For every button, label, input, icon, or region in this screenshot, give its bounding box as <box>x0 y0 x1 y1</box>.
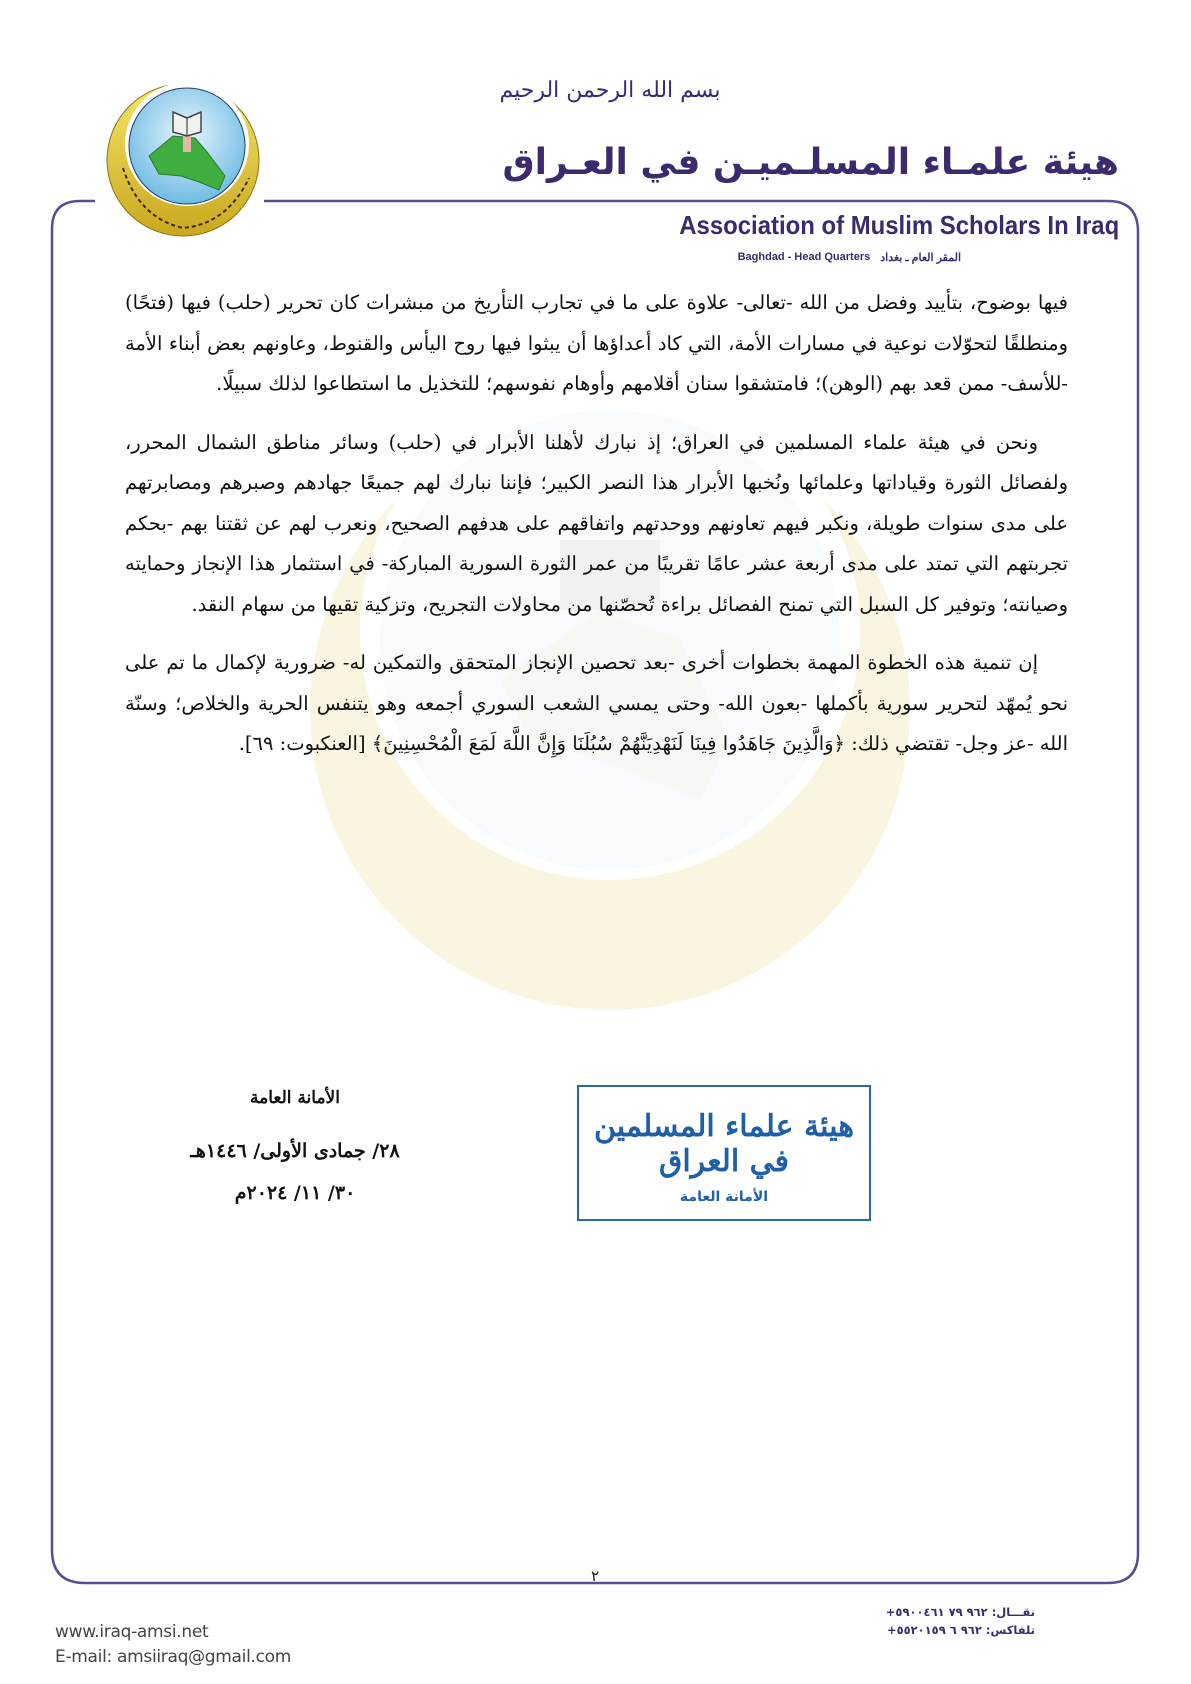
paragraph-1: فيها بوضوح، بتأييد وفضل من الله -تعالى- علاوة على ما في تجارب التأريخ من مبشرات كان تحرير (حلب) فيها (فتحًا) ومنطلقًا لتحوّلات نوعية في مسارات الأمة، التي كاد أعداؤها أن يبثوا فيها روح اليأس والقنوط، وعاونهم بعض أبناء الأمة -للأسف- ممن قعد بهم (الوهن)؛ فامتشقوا سنان أقلامهم وأوهام نفوسهم؛ للتخذيل ما استطاعوا لذلك سبيلًا. <box>125 291 1068 395</box>
fax-number: +٩٦٢ ٦ ٥٥٢٠١٥٩ <box>886 1623 982 1637</box>
website-link[interactable]: www.iraq-amsi.net <box>55 1622 209 1642</box>
hijri-date: ٢٨/ جمادى الأولى/ ١٤٤٦هـ <box>190 1140 400 1162</box>
mobile-row <box>886 1603 1035 1621</box>
letter-body <box>125 283 1068 783</box>
footer-contact-phone <box>886 1603 1035 1639</box>
fax-label: تلفاكس: <box>985 1623 1035 1637</box>
basmala: بسم الله الرحمن الرحيم <box>499 78 721 103</box>
org-name-arabic: هيئة علمـاء المسلـميـن في العـراق <box>502 142 1119 183</box>
hq-english: Baghdad - Head Quarters <box>737 251 871 263</box>
mobile-number: +٩٦٢ ٧٩ ٥٩٠٠٤٦١ <box>885 1605 988 1619</box>
hq-arabic: المقر العام ـ بغداد <box>880 252 961 264</box>
official-stamp <box>577 1085 871 1221</box>
paragraph-3: إن تنمية هذه الخطوة المهمة بخطوات أخرى -بعد تحصين الإنجاز المتحقق والتمكين له- ضرورية لإكمال ما تم على نحو يُمهّد لتحرير سورية بأكملها -بعون الله- وحتى يمسي الشعب السوري أجمعه وهو يتنفس الحرية والخلاص؛ وسنّة الله -عز وجل- تقتضي ذلك: ﴿وَالَّذِينَ جَاهَدُوا فِينَا لَنَهْدِيَنَّهُمْ سُبُلَنَا وَإِنَّ اللَّهَ لَمَعَ الْمُحْسِنِينَ﴾ [العنكبوت: ٦٩]. <box>125 651 1068 755</box>
org-logo <box>103 78 263 238</box>
signature-title: الأمانة العامة <box>250 1088 340 1108</box>
stamp-subtitle: الأمانة العامة <box>679 1189 769 1205</box>
gregorian-date: ٣٠/ ١١/ ٢٠٢٤م <box>234 1182 356 1204</box>
fax-row <box>886 1621 1035 1639</box>
stamp-calligraphy: هيئة علماء المسلمين في العراق <box>593 1109 855 1179</box>
paragraph-2: ونحن في هيئة علماء المسلمين في العراق؛ إذ نبارك لأهلنا الأبرار في (حلب) وسائر مناطق الشمال المحرر، ولفصائل الثورة وقياداتها وعلمائها ونُخبها الأبرار هذا النصر الكبير؛ فإننا نبارك لهم جميعًا جهادهم وصبرهم ومصابرتهم على مدى سنوات طويلة، ونكبر فيهم تعاونهم ووحدتهم واتفاقهم على هدفهم الصحيح، ونعرب لهم عن ثقتنا بهم -بحكم تجربتهم التي تمتد على مدى أربعة عشر عامًا تقريبًا من عمر الثورة السورية المباركة- في استثمار هذا الإنجاز وحمايته وصيانته؛ وتوفير كل السبل التي تمنح الفصائل براءة تُحصّنها من محاولات التجريح، وتزكية تقيها من سهام النقد. <box>125 430 1068 616</box>
headquarters-line <box>738 251 961 264</box>
footer-contact-web <box>55 1620 291 1670</box>
signature-block <box>145 1088 445 1214</box>
mobile-label: نقـــال: <box>991 1605 1035 1619</box>
email-link[interactable]: E-mail: amsiiraq@gmail.com <box>55 1647 292 1667</box>
org-name-english: Association of Muslim Scholars In Iraq <box>679 210 1119 240</box>
page-number: ٢ <box>590 1567 600 1585</box>
